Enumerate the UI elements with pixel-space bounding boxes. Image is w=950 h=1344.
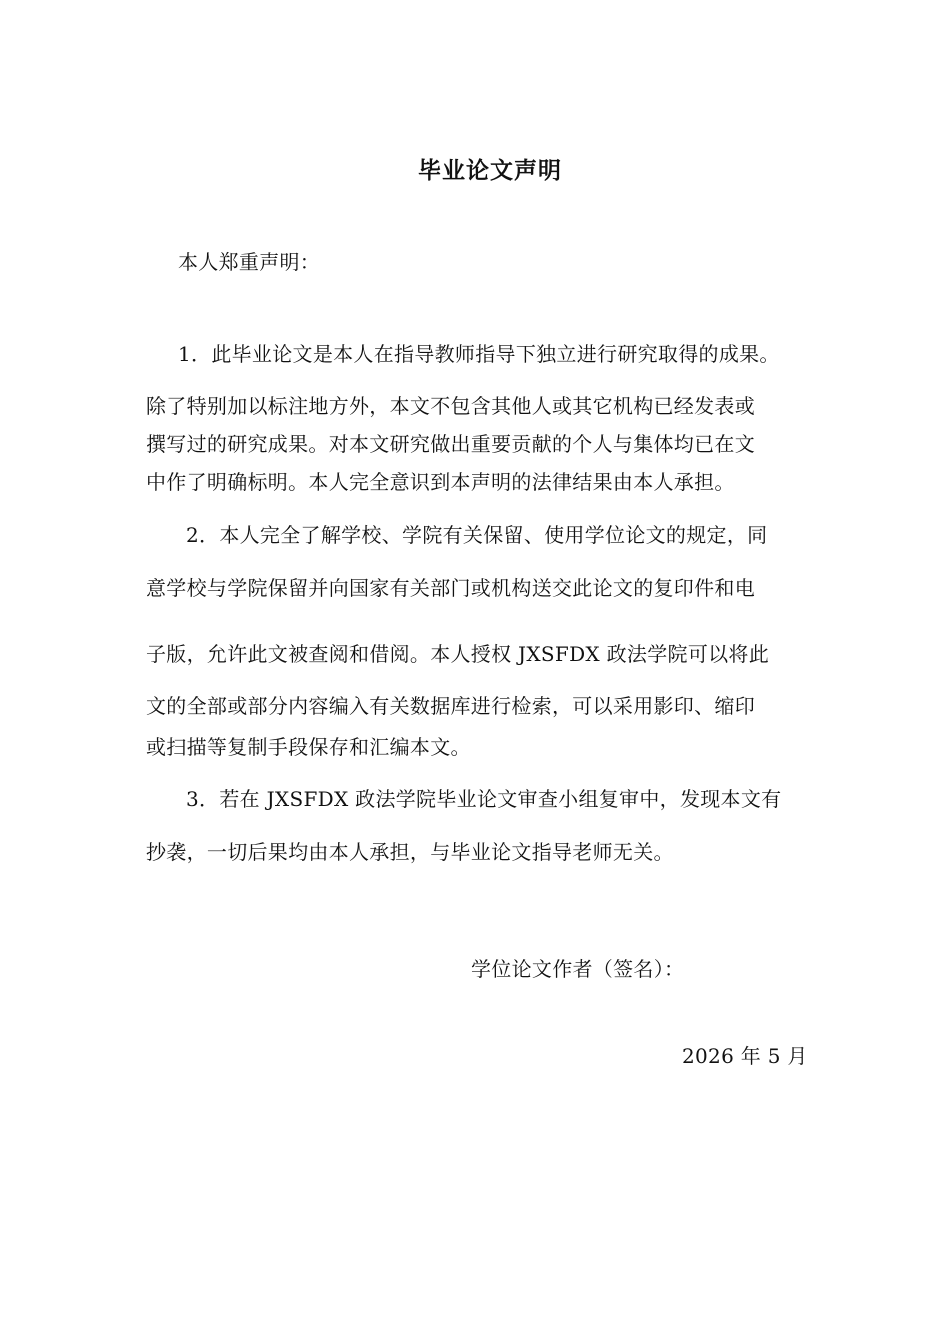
paragraph-2-line: 意学校与学院保留并向国家有关部门或机构送交此论文的复印件和电 bbox=[146, 576, 755, 600]
signature-label: 学位论文作者（签名）： bbox=[471, 957, 685, 981]
paragraph-1-line: 撰写过的研究成果。对本文研究做出重要贡献的个人与集体均已在文 bbox=[146, 432, 755, 456]
paragraph-2-line: 2．本人完全了解学校、学院有关保留、使用学位论文的规定，同 bbox=[186, 523, 768, 547]
page-title: 毕业论文声明 bbox=[418, 158, 562, 184]
date-line: 2026 年 5 月 bbox=[682, 1044, 808, 1068]
paragraph-1-line: 1．此毕业论文是本人在指导教师指导下独立进行研究取得的成果。 bbox=[178, 342, 780, 366]
paragraph-3-line: 抄袭，一切后果均由本人承担，与毕业论文指导老师无关。 bbox=[146, 840, 674, 864]
paragraph-2-line: 文的全部或部分内容编入有关数据库进行检索，可以采用影印、缩印 bbox=[146, 694, 755, 718]
declaration-intro: 本人郑重声明： bbox=[178, 250, 321, 274]
paragraph-1-line: 除了特别加以标注地方外，本文不包含其他人或其它机构已经发表或 bbox=[146, 394, 755, 418]
paragraph-2-line: 子版，允许此文被查阅和借阅。本人授权 JXSFDX 政法学院可以将此 bbox=[146, 642, 770, 666]
paragraph-3-line: 3．若在 JXSFDX 政法学院毕业论文审查小组复审中，发现本文有 bbox=[186, 787, 782, 811]
paragraph-1-line: 中作了明确标明。本人完全意识到本声明的法律结果由本人承担。 bbox=[146, 470, 735, 494]
paragraph-2-line: 或扫描等复制手段保存和汇编本文。 bbox=[146, 735, 471, 759]
